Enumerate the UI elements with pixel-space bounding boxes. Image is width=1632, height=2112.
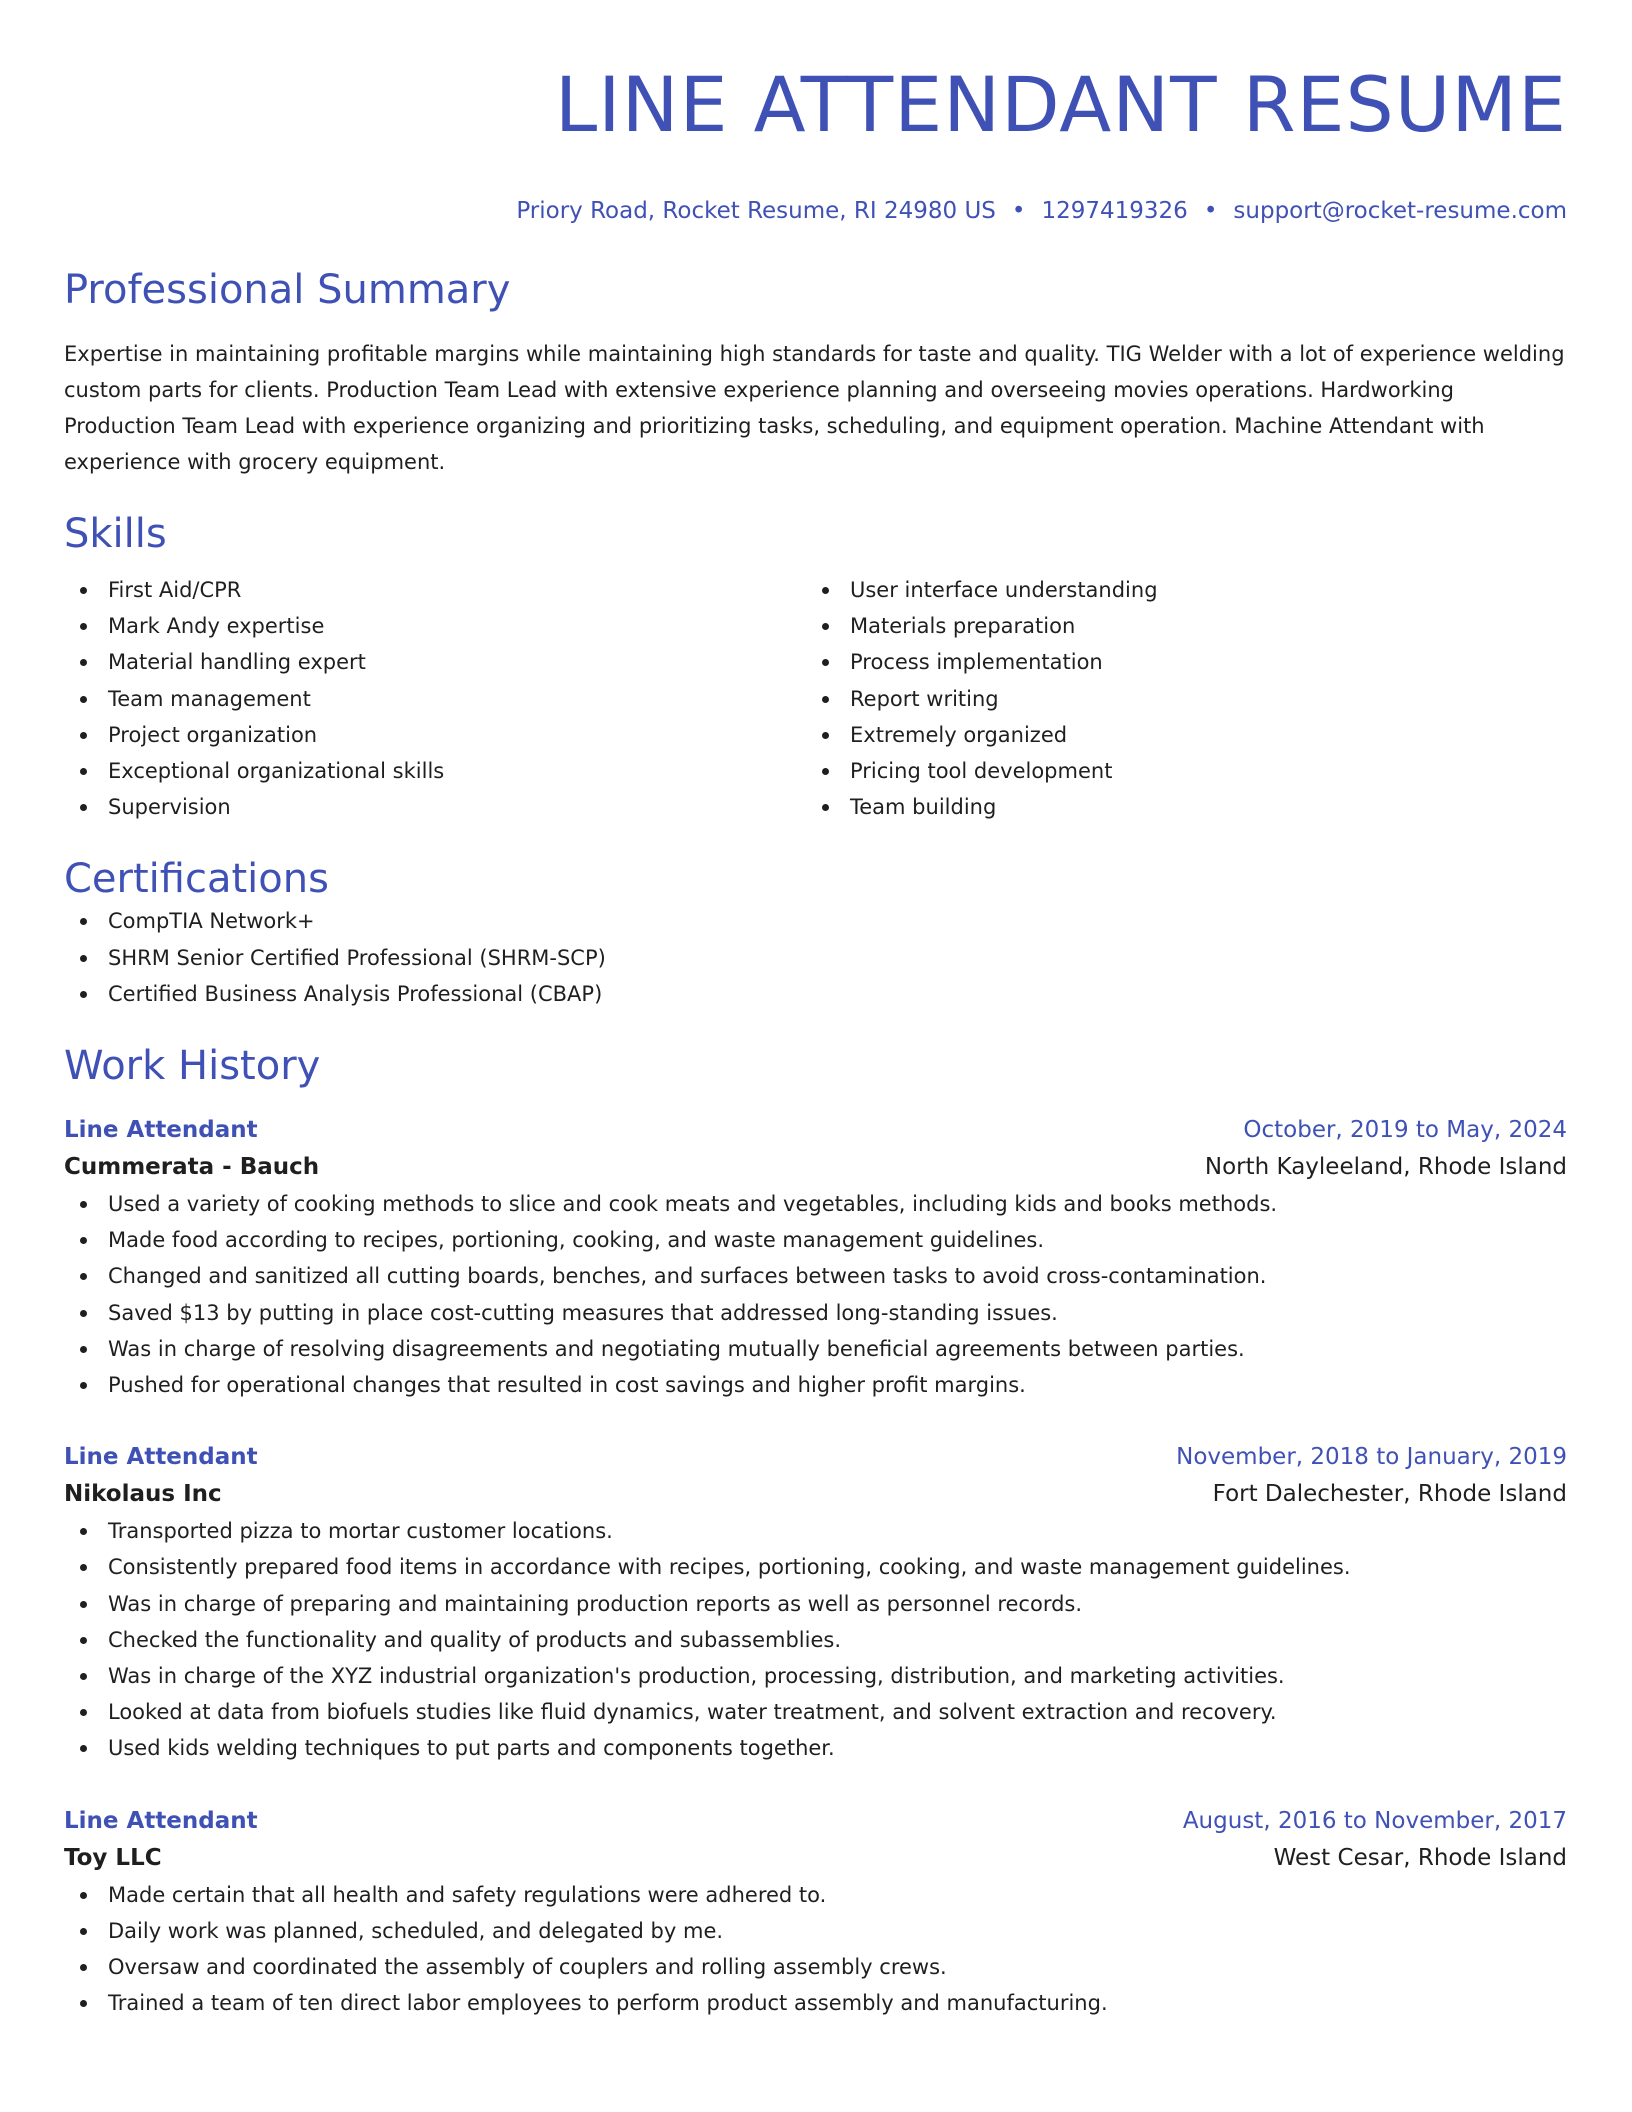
certifications-heading: Certifications xyxy=(64,856,329,903)
job-location: West Cesar, Rhode Island xyxy=(1273,1844,1567,1871)
skill-item: Team building xyxy=(806,789,1548,825)
job-duty: Saved $13 by putting in place cost-cutting measures that addressed long-standing issues. xyxy=(64,1295,1567,1331)
skill-item: Project organization xyxy=(64,717,806,753)
skill-item: User interface understanding xyxy=(806,572,1548,608)
job-title-row xyxy=(64,1112,1567,1148)
job-company: Cummerata - Bauch xyxy=(64,1154,320,1181)
contact-separator: • xyxy=(1011,198,1026,224)
job-duty: Consistently prepared food items in accordance with recipes, portioning, cooking, and waste management guidelines. xyxy=(64,1549,1567,1585)
job-duty: Used kids welding techniques to put parts and components together. xyxy=(64,1730,1567,1766)
contact-line xyxy=(64,196,1567,226)
job-duty: Used a variety of cooking methods to slice and cook meats and vegetables, including kids and books methods. xyxy=(64,1186,1567,1222)
job-title: Line Attendant xyxy=(64,1807,258,1834)
certification-item: Certified Business Analysis Professional (CBAP) xyxy=(64,976,1567,1012)
job-entry xyxy=(64,1112,1567,1403)
job-company-row xyxy=(64,1475,1567,1513)
job-duty: Was in charge of resolving disagreements and negotiating mutually beneficial agreements between parties. xyxy=(64,1331,1567,1367)
job-title-row xyxy=(64,1803,1567,1839)
job-duty: Oversaw and coordinated the assembly of couplers and rolling assembly crews. xyxy=(64,1949,1567,1985)
resume-title: LINE ATTENDANT RESUME xyxy=(554,60,1567,149)
certifications-section xyxy=(64,855,1567,1012)
job-duties-list xyxy=(64,1186,1567,1403)
contact-email: support@rocket-resume.com xyxy=(1233,198,1567,224)
job-dates: August, 2016 to November, 2017 xyxy=(1182,1807,1567,1834)
job-company-row xyxy=(64,1839,1567,1877)
skill-item: Team management xyxy=(64,681,806,717)
summary-section xyxy=(64,266,1567,480)
skills-list-left xyxy=(64,572,806,825)
skill-item: Material handling expert xyxy=(64,644,806,680)
skills-section xyxy=(64,510,1567,825)
job-duty: Trained a team of ten direct labor employees to perform product assembly and manufacturing. xyxy=(64,1985,1567,2021)
job-duties-list xyxy=(64,1513,1567,1766)
resume-header xyxy=(64,60,1567,226)
certification-item: SHRM Senior Certified Professional (SHRM-SCP) xyxy=(64,940,1567,976)
job-title-row xyxy=(64,1439,1567,1475)
job-title: Line Attendant xyxy=(64,1117,258,1144)
skill-item: Supervision xyxy=(64,789,806,825)
job-duty: Was in charge of preparing and maintaining production reports as well as personnel records. xyxy=(64,1586,1567,1622)
job-dates: November, 2018 to January, 2019 xyxy=(1176,1444,1567,1471)
job-location: Fort Dalechester, Rhode Island xyxy=(1212,1481,1567,1508)
skill-item: Process implementation xyxy=(806,644,1548,680)
job-duty: Looked at data from biofuels studies like fluid dynamics, water treatment, and solvent extraction and recovery. xyxy=(64,1694,1567,1730)
certifications-list xyxy=(64,903,1567,1012)
skill-item: Extremely organized xyxy=(806,717,1548,753)
work-history-heading: Work History xyxy=(64,1043,321,1090)
job-duty: Made certain that all health and safety regulations were adhered to. xyxy=(64,1877,1567,1913)
contact-separator: • xyxy=(1203,198,1218,224)
job-dates: October, 2019 to May, 2024 xyxy=(1243,1117,1567,1144)
job-entry xyxy=(64,1803,1567,2022)
skills-column-right xyxy=(806,572,1548,825)
summary-text: Expertise in maintaining profitable margins while maintaining high standards for taste and quality. TIG Welder with a lot of experience welding custom parts for clients. Production Team Lead with extensive experience planning and overseeing movies operations. Hardworking Production Team Lead with experience organizing and prioritizing tasks, scheduling, and equipment operation. Machine Attendant with experience with grocery equipment. xyxy=(64,342,1565,474)
job-title: Line Attendant xyxy=(64,1444,258,1471)
job-duty: Changed and sanitized all cutting boards, benches, and surfaces between tasks to avoid cross-contamination. xyxy=(64,1258,1567,1294)
job-duty: Daily work was planned, scheduled, and delegated by me. xyxy=(64,1913,1567,1949)
skill-item: Exceptional organizational skills xyxy=(64,753,806,789)
work-history-section xyxy=(64,1042,1567,2021)
job-company: Toy LLC xyxy=(64,1844,162,1871)
skill-item: First Aid/CPR xyxy=(64,572,806,608)
skill-item: Report writing xyxy=(806,681,1548,717)
job-entry xyxy=(64,1439,1567,1766)
job-duty: Transported pizza to mortar customer locations. xyxy=(64,1513,1567,1549)
skill-item: Pricing tool development xyxy=(806,753,1548,789)
job-duty: Checked the functionality and quality of products and subassemblies. xyxy=(64,1622,1567,1658)
skill-item: Materials preparation xyxy=(806,608,1548,644)
skills-column-left xyxy=(64,572,806,825)
contact-address: Priory Road, Rocket Resume, RI 24980 US xyxy=(516,198,996,224)
job-duty: Pushed for operational changes that resulted in cost savings and higher profit margins. xyxy=(64,1367,1567,1403)
skills-columns xyxy=(64,572,1567,825)
skills-list-right xyxy=(806,572,1548,825)
job-location: North Kayleeland, Rhode Island xyxy=(1204,1154,1567,1181)
job-company-row xyxy=(64,1148,1567,1186)
job-company: Nikolaus Inc xyxy=(64,1481,222,1508)
contact-phone: 1297419326 xyxy=(1041,198,1188,224)
skill-item: Mark Andy expertise xyxy=(64,608,806,644)
job-duties-list xyxy=(64,1877,1567,2022)
job-duty: Made food according to recipes, portioning, cooking, and waste management guidelines. xyxy=(64,1222,1567,1258)
skills-heading: Skills xyxy=(64,511,167,557)
job-duty: Was in charge of the XYZ industrial organization's production, processing, distribution, and marketing activities. xyxy=(64,1658,1567,1694)
summary-heading: Professional Summary xyxy=(64,267,511,313)
certification-item: CompTIA Network+ xyxy=(64,903,1567,939)
